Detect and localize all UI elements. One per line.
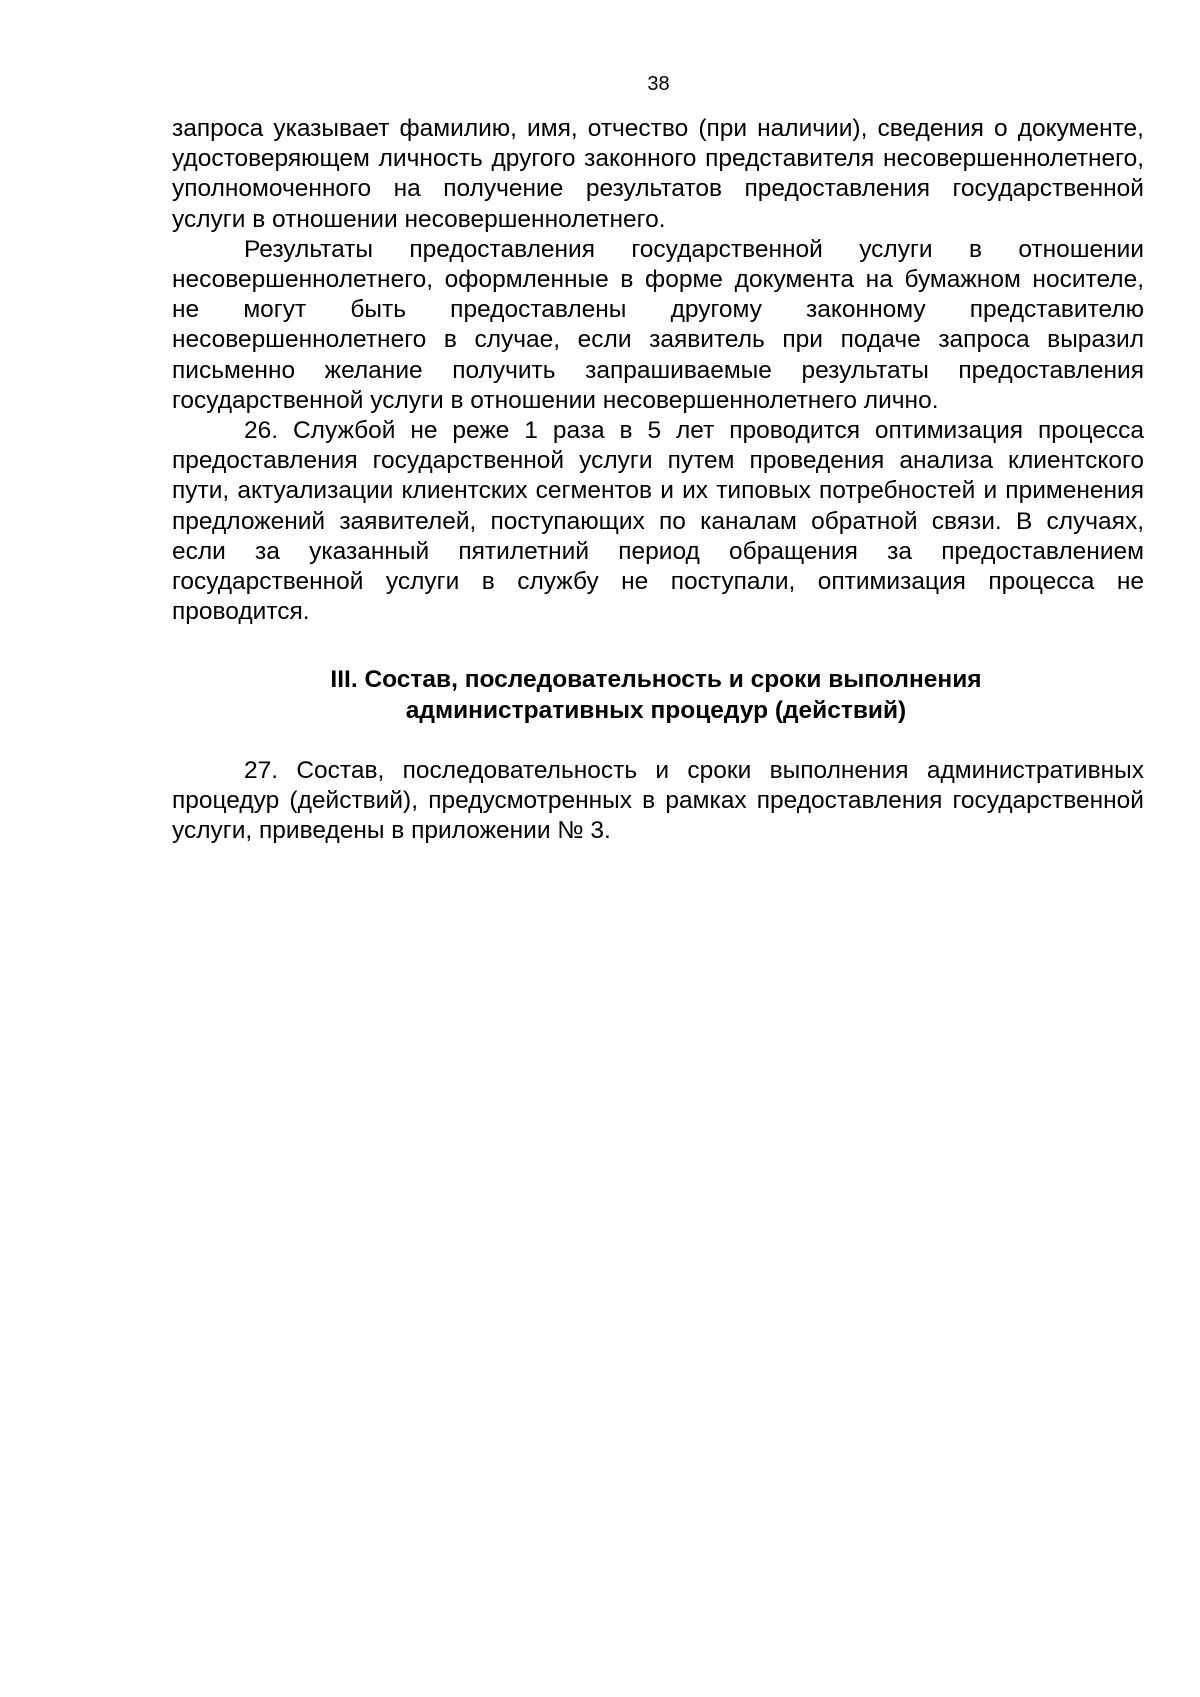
section-heading-line-1: III. Состав, последовательность и сроки выполнения xyxy=(330,666,982,694)
section-heading xyxy=(172,665,1144,725)
paragraph-continuation: запроса указывает фамилию, имя, отчество (при наличии), сведения о документе, удостоверяющем личность другого законного представителя несовершеннолетнего, уполномоченного на получение результатов предоставления государственной услуги в отношении несовершеннолетнего. xyxy=(172,115,1144,233)
paragraph-27: 27. Состав, последовательность и сроки выполнения административных процедур (действий), предусмотренных в рамках предоставления государственной услуги, приведены в приложении № 3. xyxy=(172,756,1144,845)
document-body xyxy=(172,114,1144,846)
paragraph-results-minor: Результаты предоставления государственной услуги в отношении несовершеннолетнего, оформленные в форме документа на бумажном носителе, не могут быть предоставлены другому законному представителю несовершеннолетнего в случае, если заявитель при подаче запроса выразил письменно желание получить запрашиваемые результаты предоставления государственной услуги в отношении несовершеннолетнего лично. xyxy=(172,235,1144,414)
section-heading-line-2: административных процедур (действий) xyxy=(405,696,907,724)
page-number: 38 xyxy=(647,73,670,95)
paragraph-26: 26. Службой не реже 1 раза в 5 лет проводится оптимизация процесса предоставления государственной услуги путем проведения анализа клиентского пути, актуализации клиентских сегментов и их типовых потребностей и применения предложений заявителей, поступающих по каналам обратной связи. В случаях, если за указанный пятилетний период обращения за предоставлением государственной услуги в службу не поступали, оптимизация процесса не проводится. xyxy=(172,417,1144,626)
